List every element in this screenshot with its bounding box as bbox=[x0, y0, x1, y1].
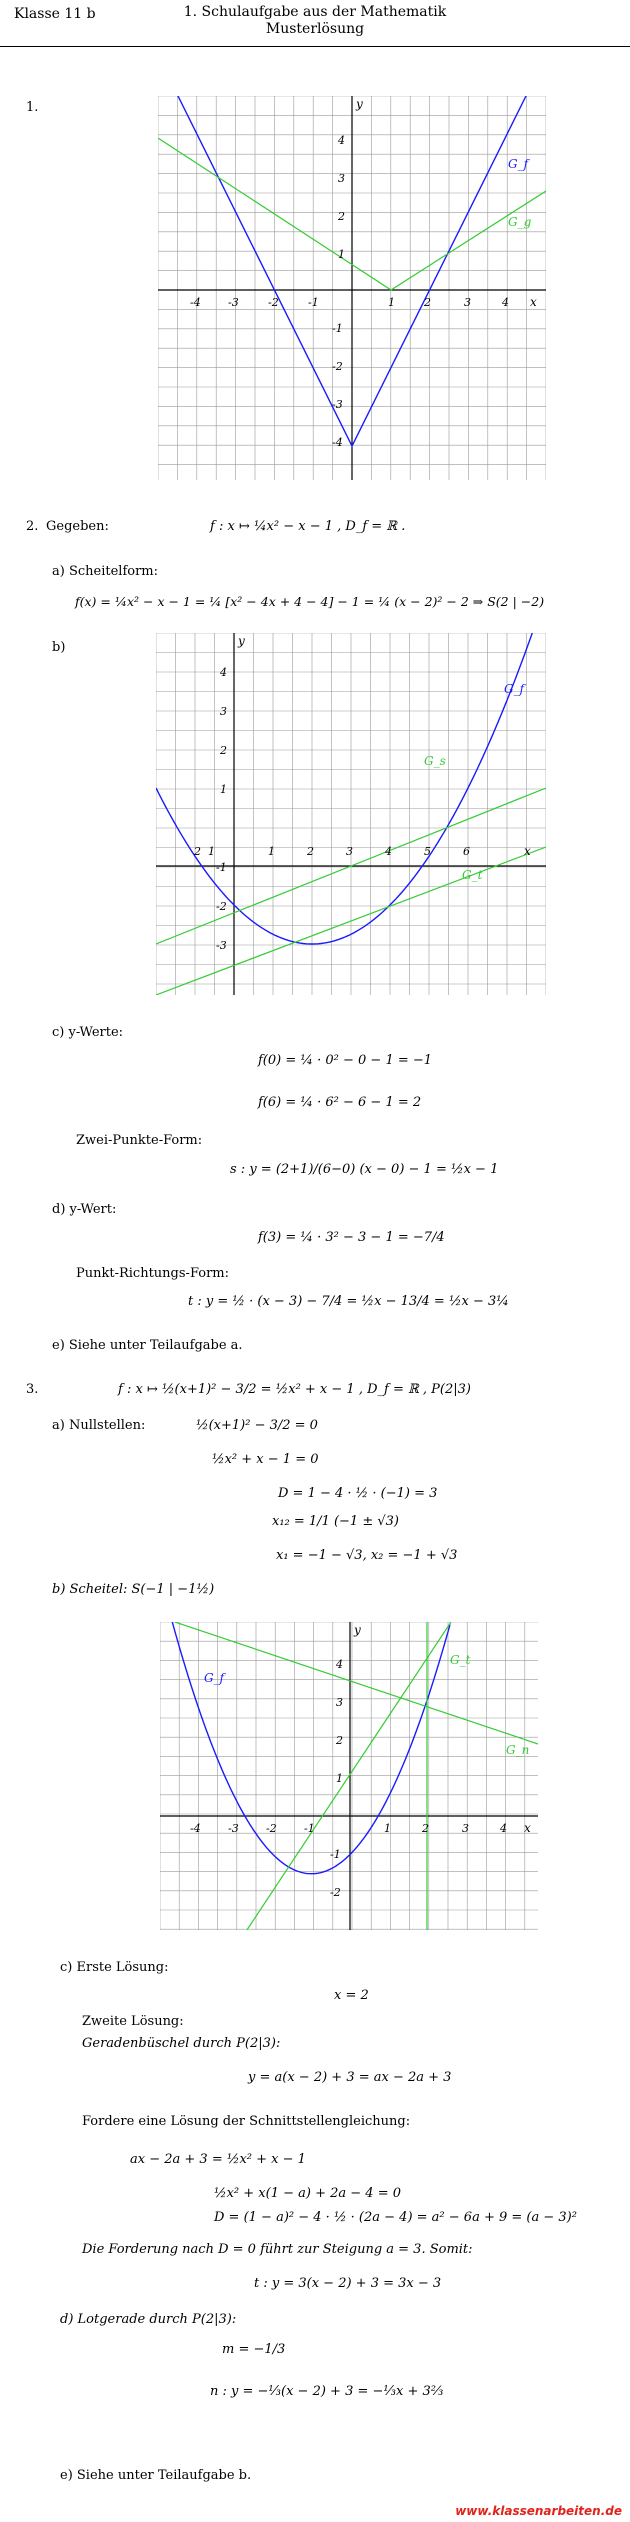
svg-text:2: 2 bbox=[336, 1734, 343, 1747]
svg-text:4: 4 bbox=[385, 845, 392, 858]
task1-tick-labels bbox=[190, 134, 509, 449]
task3-curve-gf bbox=[172, 1622, 450, 1874]
task1-x-label: x bbox=[530, 295, 537, 309]
task2a-label: a) Scheitelform: bbox=[52, 564, 158, 579]
svg-text:-1: -1 bbox=[332, 322, 343, 335]
task3c-eq2: y = a(x − 2) + 3 = ax − 2a + 3 bbox=[248, 2070, 452, 2085]
task2c-label: c) y-Werte: bbox=[52, 1025, 124, 1040]
svg-text:3: 3 bbox=[462, 1822, 469, 1835]
svg-text:3: 3 bbox=[220, 705, 227, 718]
task2-graph bbox=[156, 633, 546, 995]
task3-y-label: y bbox=[354, 1623, 361, 1637]
svg-text:-1: -1 bbox=[216, 861, 227, 874]
svg-text:-1: -1 bbox=[304, 1822, 315, 1835]
svg-text:1: 1 bbox=[268, 845, 275, 858]
svg-text:1: 1 bbox=[220, 783, 227, 796]
task3-definition: f : x ↦ ½(x+1)² − 3/2 = ½x² + x − 1 , D_f = ℝ , P(2|3) bbox=[118, 1382, 471, 1397]
page-title bbox=[150, 4, 480, 38]
svg-text:1: 1 bbox=[388, 296, 395, 309]
task3a-eq1: ½(x+1)² − 3/2 = 0 bbox=[196, 1418, 318, 1433]
svg-text:2: 2 bbox=[194, 845, 201, 858]
task1-gg-label: G_g bbox=[508, 215, 532, 229]
task3c-eq1: x = 2 bbox=[334, 1988, 369, 2003]
svg-text:-1: -1 bbox=[330, 1848, 341, 1861]
svg-text:2: 2 bbox=[307, 845, 314, 858]
task3c-pencil-label: Geradenbüschel durch P(2|3): bbox=[82, 2036, 281, 2051]
svg-text:-3: -3 bbox=[228, 1822, 239, 1835]
svg-text:4: 4 bbox=[338, 134, 345, 147]
task2c-two-point-eq: s : y = (2+1)/(6−0) (x − 0) − 1 = ½x − 1 bbox=[230, 1162, 499, 1177]
task3c-eq4: ½x² + x(1 − a) + 2a − 4 = 0 bbox=[214, 2186, 401, 2201]
task3-gt-label: G_t bbox=[450, 1653, 471, 1667]
svg-text:3: 3 bbox=[346, 845, 353, 858]
task3c-label: c) Erste Lösung: bbox=[60, 1960, 169, 1975]
task2-gs-label: G_s bbox=[424, 754, 446, 768]
svg-text:-4: -4 bbox=[190, 296, 201, 309]
svg-text:2: 2 bbox=[424, 296, 431, 309]
svg-text:2: 2 bbox=[220, 744, 227, 757]
svg-text:4: 4 bbox=[336, 1658, 343, 1671]
task3a-eq4: x₁₂ = 1/1 (−1 ± √3) bbox=[272, 1514, 399, 1529]
task2c-eq2: f(6) = ¼ · 6² − 6 − 1 = 2 bbox=[258, 1095, 422, 1110]
svg-text:-4: -4 bbox=[190, 1822, 201, 1835]
svg-text:2: 2 bbox=[338, 210, 345, 223]
task3c-eq6: t : y = 3(x − 2) + 3 = 3x − 3 bbox=[254, 2276, 442, 2291]
task2d-point-slope-label: Punkt-Richtungs-Form: bbox=[76, 1266, 229, 1281]
task3d-eq1: m = −1/3 bbox=[222, 2342, 286, 2357]
svg-text:-2: -2 bbox=[332, 360, 343, 373]
task3a-label: a) Nullstellen: bbox=[52, 1418, 146, 1433]
task3c-eq5: D = (1 − a)² − 4 · ½ · (2a − 4) = a² − 6a + 9 = (a − 3)² bbox=[214, 2210, 577, 2225]
svg-text:-2: -2 bbox=[330, 1886, 341, 1899]
svg-text:-4: -4 bbox=[332, 436, 343, 449]
svg-text:-1: -1 bbox=[308, 296, 319, 309]
task3b-label: b) Scheitel: S(−1 | −1½) bbox=[52, 1582, 215, 1597]
task3a-eq2: ½x² + x − 1 = 0 bbox=[212, 1452, 319, 1467]
svg-text:-3: -3 bbox=[228, 296, 239, 309]
svg-text:3: 3 bbox=[338, 172, 345, 185]
footer-website[interactable]: www.klassenarbeiten.de bbox=[455, 2504, 622, 2518]
task3a-eq3: D = 1 − 4 · ½ · (−1) = 3 bbox=[278, 1486, 438, 1501]
task3-tick-labels bbox=[190, 1658, 507, 1899]
task3-gf-label: G_f bbox=[204, 1671, 225, 1685]
svg-text:5: 5 bbox=[424, 845, 431, 858]
task2-gt-label: G_t bbox=[462, 868, 483, 882]
svg-text:-3: -3 bbox=[216, 939, 227, 952]
task3e-label: e) Siehe unter Teilaufgabe b. bbox=[60, 2468, 252, 2483]
svg-text:3: 3 bbox=[464, 296, 471, 309]
task2d-eq: f(3) = ¼ · 3² − 3 − 1 = −7/4 bbox=[258, 1230, 445, 1245]
task3c-eq3: ax − 2a + 3 = ½x² + x − 1 bbox=[130, 2152, 306, 2167]
task3a-eq5: x₁ = −1 − √3, x₂ = −1 + √3 bbox=[276, 1548, 458, 1563]
exam-subtitle: Musterlösung bbox=[265, 21, 365, 37]
header-rule bbox=[0, 46, 630, 47]
svg-text:2: 2 bbox=[422, 1822, 429, 1835]
task3-x-label: x bbox=[524, 1821, 531, 1835]
task3c-demand-label: Fordere eine Lösung der Schnittstellengleichung: bbox=[82, 2114, 411, 2129]
task2a-equation: f(x) = ¼x² − x − 1 = ¼ [x² − 4x + 4 − 4] − 1 = ¼ (x − 2)² − 2 ⇒ S(2 | −2) bbox=[75, 594, 545, 609]
svg-text:-2: -2 bbox=[268, 296, 279, 309]
svg-text:-3: -3 bbox=[332, 398, 343, 411]
svg-text:4: 4 bbox=[220, 666, 227, 679]
svg-text:1: 1 bbox=[338, 248, 345, 261]
svg-text:6: 6 bbox=[463, 845, 470, 858]
svg-text:1: 1 bbox=[336, 1772, 343, 1785]
task3-line-gt bbox=[247, 1622, 451, 1930]
svg-text:4: 4 bbox=[502, 296, 509, 309]
task3-number: 3. bbox=[26, 1382, 39, 1397]
task1-number: 1. bbox=[26, 100, 39, 115]
task2-grid bbox=[156, 633, 546, 995]
task1-graph bbox=[158, 96, 546, 480]
task2-definition: f : x ↦ ¼x² − x − 1 , D_f = ℝ . bbox=[210, 519, 406, 534]
task2e-label: e) Siehe unter Teilaufgabe a. bbox=[52, 1338, 243, 1353]
task1-y-label: y bbox=[356, 97, 363, 111]
task3c-conclusion: Die Forderung nach D = 0 führt zur Steigung a = 3. Somit: bbox=[82, 2242, 473, 2257]
task2-y-label: y bbox=[238, 634, 245, 648]
class-label: Klasse 11 b bbox=[14, 6, 96, 22]
task3d-label: d) Lotgerade durch P(2|3): bbox=[60, 2312, 237, 2327]
task2c-two-point-label: Zwei-Punkte-Form: bbox=[76, 1133, 203, 1148]
task3-graph bbox=[160, 1622, 538, 1930]
task2d-label: d) y-Wert: bbox=[52, 1202, 117, 1217]
svg-text:3: 3 bbox=[336, 1696, 343, 1709]
svg-text:1: 1 bbox=[384, 1822, 391, 1835]
task1-gf-label: G_f bbox=[508, 157, 529, 171]
task3c-second-label: Zweite Lösung: bbox=[82, 2014, 184, 2029]
task2-given-label: Gegeben: bbox=[46, 519, 109, 534]
svg-text:1: 1 bbox=[208, 845, 215, 858]
task2-x-label: x bbox=[524, 844, 531, 858]
task2d-point-slope-eq: t : y = ½ · (x − 3) − 7/4 = ½x − 13/4 = ½x − 3¼ bbox=[188, 1294, 509, 1309]
task3d-eq2: n : y = −⅓(x − 2) + 3 = −⅓x + 3⅔ bbox=[210, 2384, 444, 2399]
task3-gn-label: G_n bbox=[506, 1743, 530, 1757]
exam-title: 1. Schulaufgabe aus der Mathematik bbox=[183, 4, 447, 20]
task2-number: 2. bbox=[26, 519, 39, 534]
svg-text:-2: -2 bbox=[266, 1822, 277, 1835]
svg-text:4: 4 bbox=[500, 1822, 507, 1835]
task2b-label: b) bbox=[52, 640, 66, 655]
svg-text:-2: -2 bbox=[216, 900, 227, 913]
task2-gf-label: G_f bbox=[504, 682, 525, 696]
task2c-eq1: f(0) = ¼ · 0² − 0 − 1 = −1 bbox=[258, 1053, 433, 1068]
